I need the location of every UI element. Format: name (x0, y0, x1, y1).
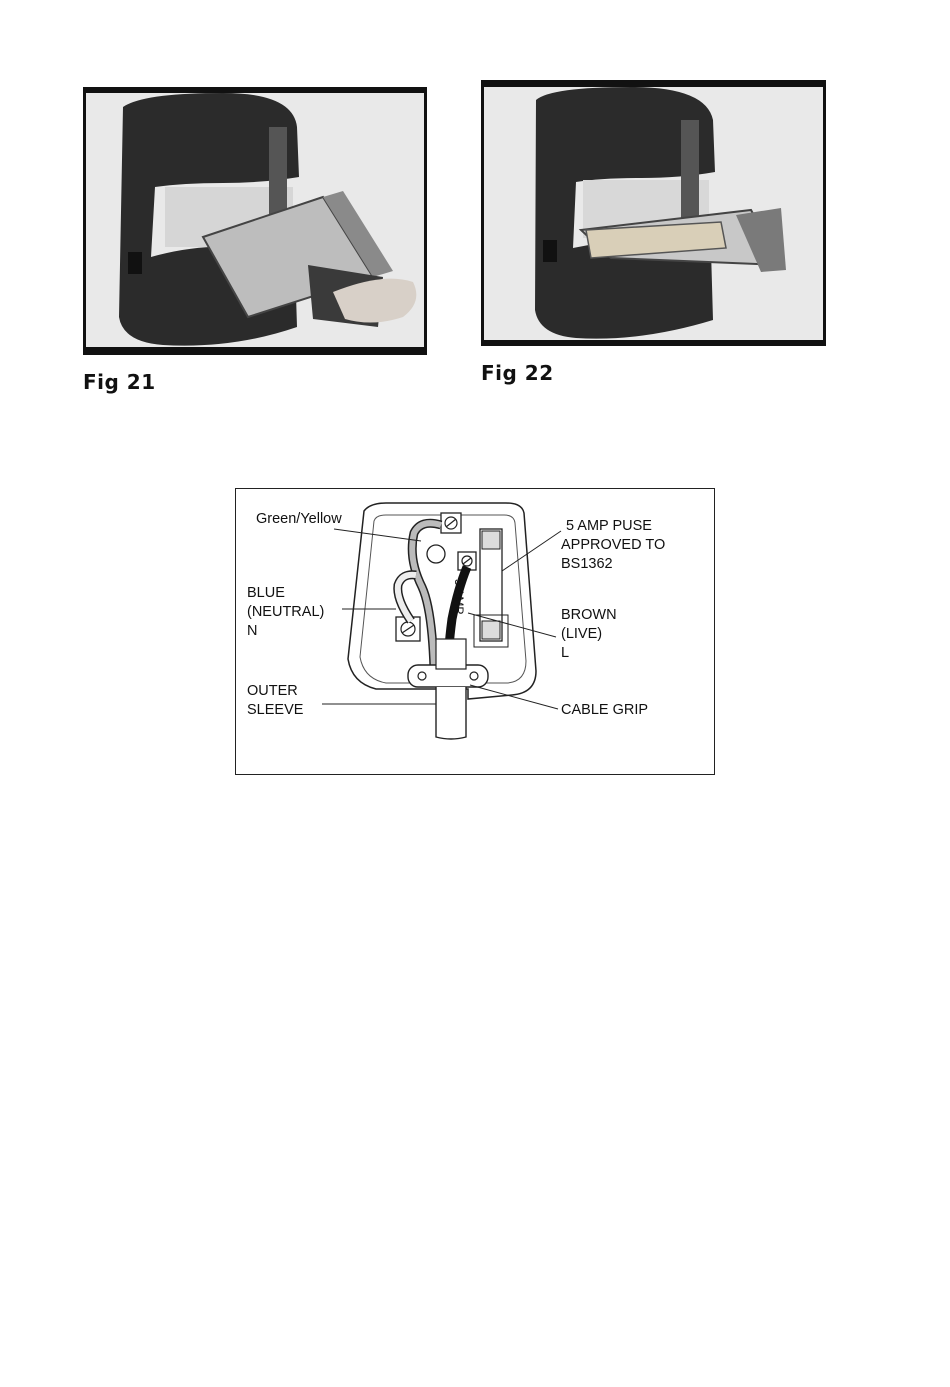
fig21-photo (83, 87, 427, 355)
fuse-label-line3: BS1362 (561, 556, 613, 572)
live-label-line3: L (561, 645, 570, 661)
sleeve-label-line1: OUTER (247, 683, 298, 699)
fuse-label-line2: APPROVED TO (561, 537, 666, 553)
live-label-line2: (LIVE) (561, 626, 603, 642)
plug-wiring-diagram (235, 488, 715, 775)
fig21-caption: Fig 21 (83, 370, 156, 394)
fuse-label-line1: 5 AMP PUSE (566, 518, 652, 534)
fig22-caption: Fig 22 (481, 361, 554, 385)
fig22-photo (481, 80, 826, 346)
cable-grip-label: CABLE GRIP (561, 702, 649, 718)
neutral-label-line2: (NEUTRAL) (247, 604, 325, 620)
live-label-line1: BROWN (561, 607, 617, 623)
neutral-label-line3: N (247, 623, 258, 639)
neutral-label-line1: BLUE (247, 585, 285, 601)
fuse-body-text: 5 AMP (452, 579, 466, 615)
earth-wire-label: Green/Yellow (256, 511, 342, 527)
sleeve-label-line2: SLEEVE (247, 702, 304, 718)
